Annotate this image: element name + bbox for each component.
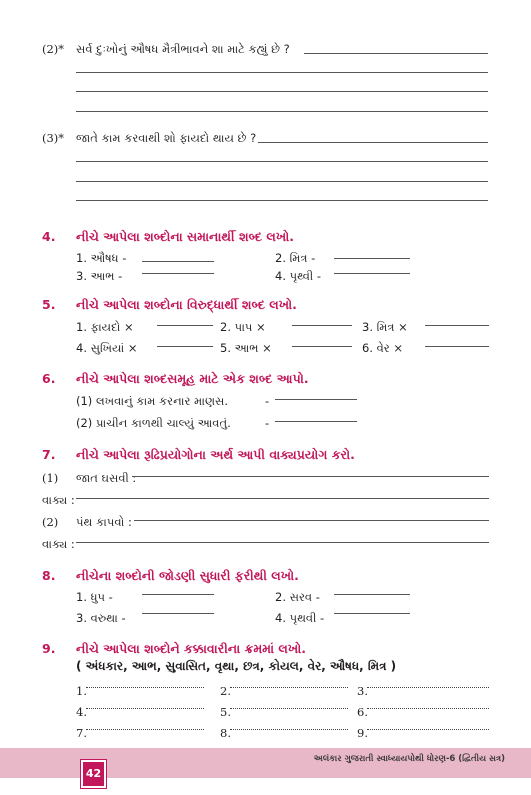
- answer-line[interactable]: [367, 687, 489, 688]
- order-slot-label: 1.: [76, 684, 87, 698]
- antonym-item: 3. મિત્ર ×: [362, 320, 408, 334]
- section-6-number: 6.: [42, 371, 56, 386]
- spelling-item: 4. પૃથવી -: [275, 611, 325, 625]
- one-word-item: (1) લખવાનું કામ કરનાર માણસ.: [76, 394, 228, 408]
- section-7-number: 7.: [42, 447, 56, 462]
- answer-line[interactable]: [132, 476, 489, 477]
- answer-line[interactable]: [275, 399, 357, 400]
- section-8-number: 8.: [42, 568, 56, 583]
- answer-line[interactable]: [275, 421, 357, 422]
- answer-line[interactable]: [230, 708, 348, 709]
- answer-line[interactable]: [142, 273, 214, 274]
- answer-line[interactable]: [86, 687, 204, 688]
- answer-line[interactable]: [334, 273, 410, 274]
- answer-line[interactable]: [86, 729, 204, 730]
- sentence-label: વાક્ય :: [42, 537, 75, 551]
- answer-line[interactable]: [304, 53, 488, 54]
- answer-line[interactable]: [142, 613, 214, 614]
- answer-line[interactable]: [76, 542, 489, 543]
- one-word-item: (2) પ્રાચીન કાળથી ચાલ્યું આવતું.: [76, 416, 231, 430]
- synonym-item: 2. મિત્ર -: [275, 251, 316, 265]
- answer-line[interactable]: [367, 729, 489, 730]
- antonym-item: 4. સુખિયાં ×: [76, 341, 138, 355]
- question-2-number: (2)*: [42, 42, 65, 56]
- order-slot-label: 7.: [76, 726, 87, 740]
- idiom-text: પંથ કાપવો :: [76, 515, 132, 529]
- section-4-number: 4.: [42, 229, 56, 244]
- idiom-number: (2): [42, 515, 59, 529]
- section-8-title: નીચેના શબ્દોની જોડણી સુધારી ફરીથી લખો.: [76, 568, 299, 583]
- page-number: 42: [81, 760, 106, 788]
- section-5-title: નીચે આપેલા શબ્દોના વિરુદ્ધાર્થી શબ્દ લખો.: [76, 297, 297, 312]
- spelling-item: 1. ધુપ -: [76, 590, 113, 604]
- section-9-number: 9.: [42, 641, 56, 656]
- answer-line[interactable]: [230, 729, 348, 730]
- answer-line[interactable]: [258, 142, 488, 143]
- section-5-number: 5.: [42, 297, 56, 312]
- order-slot-label: 9.: [357, 726, 368, 740]
- section-9-title: નીચે આપેલા શબ્દોને કક્કાવારીના ક્રમમાં લખો.: [76, 641, 306, 656]
- dash: -: [265, 394, 270, 408]
- idiom-text: જાત ઘસવી :: [76, 471, 137, 485]
- section-4-title: નીચે આપેલા શબ્દોના સમાનાર્થી શબ્દ લખો.: [76, 229, 294, 244]
- sentence-label: વાક્ય :: [42, 493, 75, 507]
- order-slot-label: 3.: [357, 684, 368, 698]
- order-slot-label: 6.: [357, 705, 368, 719]
- synonym-item: 3. આભ -: [76, 269, 123, 283]
- order-slot-label: 8.: [220, 726, 231, 740]
- answer-line[interactable]: [76, 200, 488, 201]
- synonym-item: 4. પૃથ્વી -: [275, 269, 322, 283]
- answer-line[interactable]: [292, 346, 352, 347]
- answer-line[interactable]: [76, 181, 488, 182]
- question-2-text: સર્વ દુઃખોનું ઔષધ મૈત્રીભાવને શા માટે કહ્યું છે ?: [76, 42, 290, 56]
- answer-line[interactable]: [425, 346, 489, 347]
- answer-line[interactable]: [76, 498, 489, 499]
- answer-line[interactable]: [76, 72, 488, 73]
- answer-line[interactable]: [334, 594, 410, 595]
- section-7-title: નીચે આપેલા રૂઢિપ્રયોગોના અર્થ આપી વાક્યપ્રયોગ કરો.: [76, 447, 355, 462]
- antonym-item: 6. વેર ×: [362, 341, 404, 355]
- answer-line[interactable]: [76, 161, 488, 162]
- answer-line[interactable]: [157, 325, 213, 326]
- answer-line[interactable]: [142, 594, 214, 595]
- spelling-item: 2. સરવ -: [275, 590, 320, 604]
- answer-line[interactable]: [334, 258, 410, 259]
- answer-line[interactable]: [86, 708, 204, 709]
- question-3-number: (3)*: [42, 131, 65, 145]
- answer-line[interactable]: [76, 91, 488, 92]
- answer-line[interactable]: [292, 325, 352, 326]
- dash: -: [265, 416, 270, 430]
- answer-line[interactable]: [334, 613, 410, 614]
- answer-line[interactable]: [157, 346, 213, 347]
- synonym-item: 1. ઔષધ -: [76, 251, 127, 265]
- answer-line[interactable]: [367, 708, 489, 709]
- answer-line[interactable]: [425, 325, 489, 326]
- spelling-item: 3. વરુથા -: [76, 611, 126, 625]
- order-slot-label: 5.: [220, 705, 231, 719]
- word-list: ( અંધકાર, આભ, સુવાસિત, વૃથા, છત્ર, કોયલ, વેર, ઔષધ, મિત્ર ): [76, 659, 397, 673]
- order-slot-label: 4.: [76, 705, 87, 719]
- question-3-text: જાતે કામ કરવાથી શો ફાયદો થાય છે ?: [76, 131, 257, 145]
- antonym-item: 5. આભ ×: [220, 341, 272, 355]
- idiom-number: (1): [42, 471, 59, 485]
- answer-line[interactable]: [76, 111, 488, 112]
- antonym-item: 2. પાપ ×: [220, 320, 266, 334]
- section-6-title: નીચે આપેલા શબ્દસમૂહ માટે એક શબ્દ આપો.: [76, 371, 309, 386]
- footer-stripe: [0, 778, 531, 795]
- order-slot-label: 2.: [220, 684, 231, 698]
- answer-line[interactable]: [230, 687, 348, 688]
- answer-line[interactable]: [134, 520, 489, 521]
- antonym-item: 1. ફાયદો ×: [76, 320, 134, 334]
- answer-line[interactable]: [142, 261, 214, 262]
- footer-book-title: અલંકાર ગુજરાતી સ્વાધ્યાયપોથી ધોરણ-6 (દ્વિતીય સત્ર): [313, 754, 505, 764]
